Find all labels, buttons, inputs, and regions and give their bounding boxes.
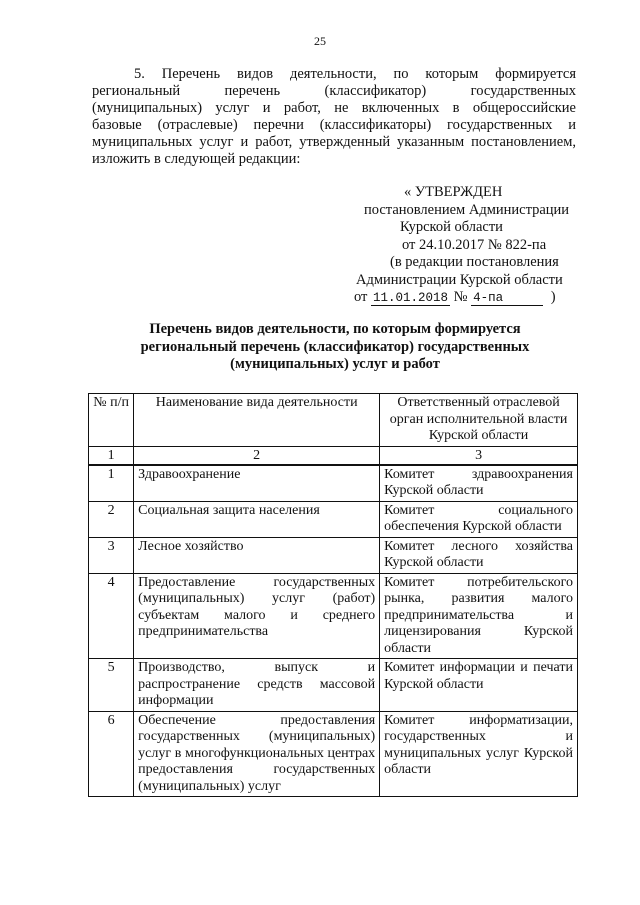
row-body: Комитет лесного хозяйства Курской области [380, 537, 578, 573]
intro-line: изложить в следующей редакции: [92, 151, 301, 167]
approval-line: постановлением Администрации [364, 201, 570, 218]
row-number: 1 [89, 465, 134, 502]
heading-line: Перечень видов деятельности, по которым формируется [149, 321, 521, 337]
heading-line: (муниципальных) услуг и работ [230, 356, 440, 372]
row-body: Комитет информатизации, государственных и муниципальных услуг Курской области [380, 711, 578, 797]
intro-line: базовые (отраслевые) перечни (классификаторы) государственных и [92, 117, 576, 133]
row-body: Комитет информации и печати Курской области [380, 659, 578, 712]
amendment-date: 11.01.2018 [373, 291, 449, 305]
header-number: № п/п [89, 394, 134, 447]
table-row [89, 711, 578, 797]
row-activity: Предоставление государственных (муниципальных) услуг (работ) субъектам малого и среднего предпринимательства [134, 573, 380, 659]
approval-line: от 24.10.2017 № 822-па [402, 236, 547, 253]
from-label: от [354, 289, 368, 305]
approval-line: Администрации Курской области [356, 271, 563, 288]
row-activity: Производство, выпуск и распространение средств массовой информации [134, 659, 380, 712]
closing-bracket: ) [550, 289, 556, 305]
intro-line: (муниципальных) услуг и работ, не включенных в общероссийские [92, 100, 576, 116]
header-activity: Наименование вида деятельности [134, 394, 380, 447]
header-body: Ответственный отраслевой орган исполнительной власти Курской области [380, 394, 578, 447]
row-number: 4 [89, 573, 134, 659]
row-activity: Социальная защита населения [134, 501, 380, 537]
table-row [89, 501, 578, 537]
number-label: № [453, 289, 468, 305]
intro-paragraph [92, 66, 576, 168]
row-body: Комитет социального обеспечения Курской области [380, 501, 578, 537]
column-number: 2 [134, 446, 380, 465]
list-heading [100, 321, 570, 374]
column-number-row [89, 446, 578, 465]
intro-line: региональный перечень (классификатор) государственных [92, 83, 576, 99]
table-row [89, 659, 578, 712]
intro-line: муниципальных услуг и работ, утвержденный указанным постановлением, [92, 134, 576, 150]
approval-line: (в редакции постановления [390, 254, 559, 270]
amendment-number: 4-па [471, 291, 543, 306]
row-activity: Лесное хозяйство [134, 537, 380, 573]
row-body: Комитет потребительского рынка, развития малого предпринимательства и лицензирования Курской области [380, 573, 578, 659]
row-number: 6 [89, 711, 134, 797]
row-number: 2 [89, 501, 134, 537]
table-header-row [89, 394, 578, 447]
page-number: 25 [314, 34, 326, 48]
intro-line: 5. Перечень видов деятельности, по которым формируется [134, 66, 576, 82]
table-row [89, 573, 578, 659]
row-number: 3 [89, 537, 134, 573]
table-row [89, 537, 578, 573]
row-activity: Здравоохранение [134, 465, 380, 502]
row-activity: Обеспечение предоставления государственных (муниципальных) услуг в многофункциональных центрах предоставления государственных (муниципальных) услуг [134, 711, 380, 797]
heading-line: региональный перечень (классификатор) государственных [140, 338, 530, 355]
row-body: Комитет здравоохранения Курской области [380, 465, 578, 502]
activities-table [88, 393, 578, 797]
approval-stamp [340, 184, 576, 308]
table-row [89, 465, 578, 502]
column-number: 1 [89, 446, 134, 465]
approval-title: « УТВЕРЖДЕН [404, 184, 503, 200]
column-number: 3 [380, 446, 578, 465]
row-number: 5 [89, 659, 134, 712]
approval-line: Курской области [400, 219, 503, 235]
amendment-line [340, 289, 576, 308]
